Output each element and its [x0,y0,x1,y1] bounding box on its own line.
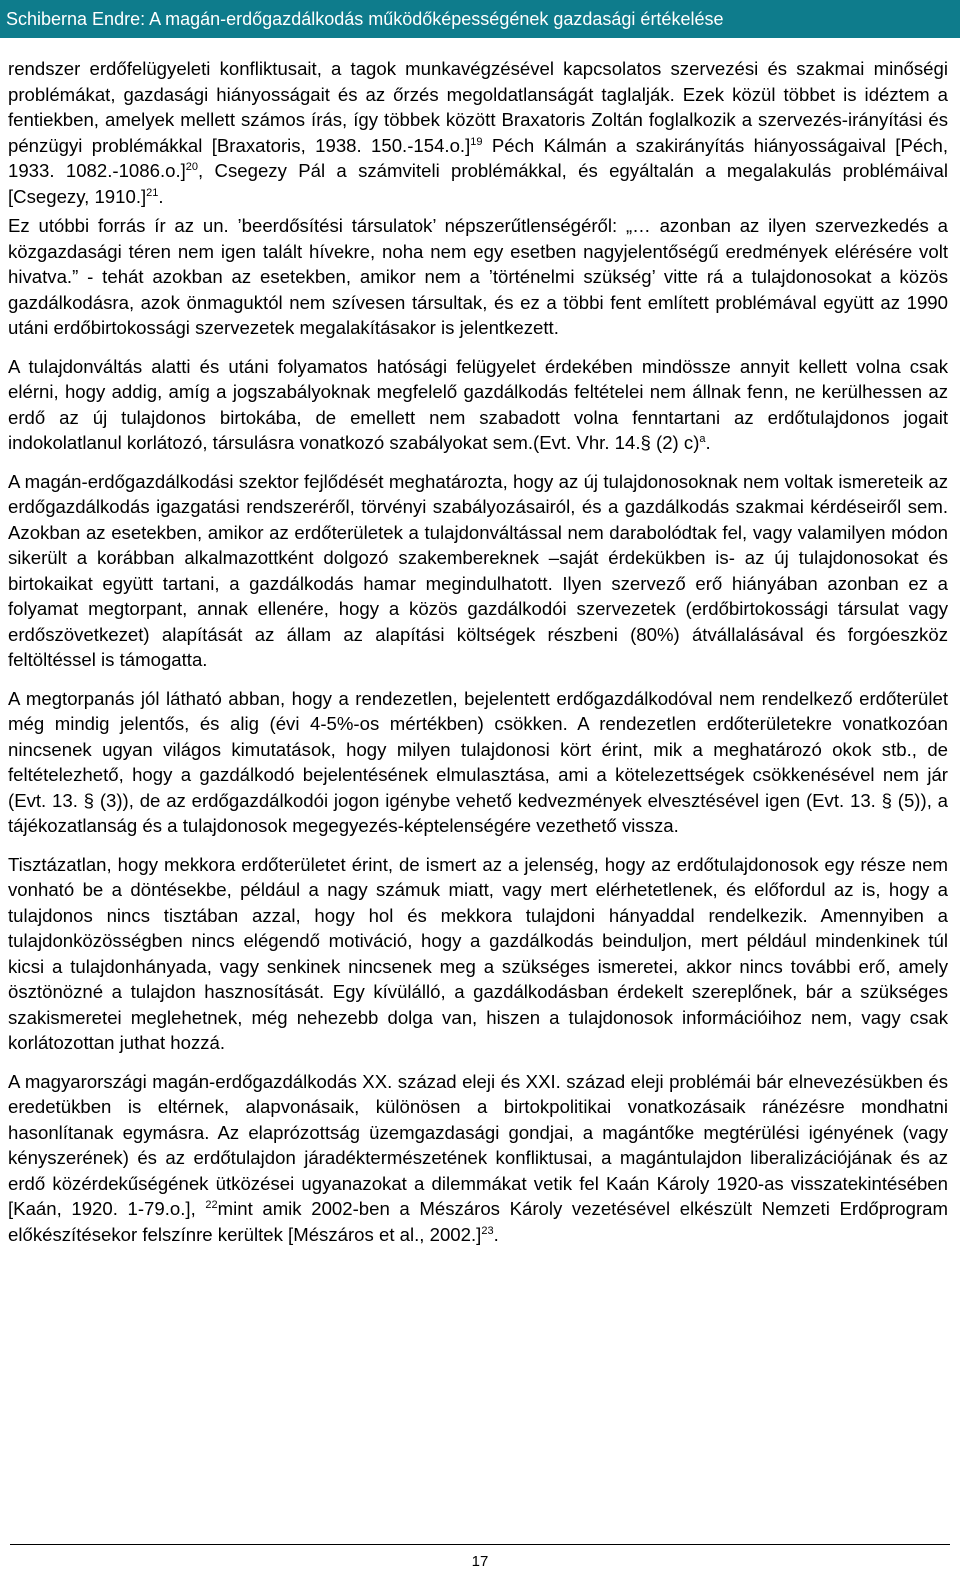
page-number: 17 [471,1553,489,1570]
paragraph-4: A magán-erdőgazdálkodási szektor fejlődését meghatározta, hogy az új tulajdonosoknak nem voltak ismereteik az erdőgazdálkodás igazgatási rendszeréről, törvényi szabályozásairól, és a gazdálkodás szakmai kérdéseiről sem. Azokban az esetekben, amikor az erdőterületek a tulajdonváltással nem darabolódtak fel, vagy valamilyen módon sikerült a korábban alkalmazottként dolgozó szakembereknek –saját érdekükben is- az új tulajdonosokat és birtokaikat együtt tartani, a gazdálkodás hamar megindulhatott. Ilyen szervező erő hiányában azonban ez a folyamat megtorpant, annak ellenére, hogy a közös gazdálkodói szervezetek (erdőbirtokossági társulat vagy erdőszövetkezet) alapítását az állam az alapítási költségek részbeni (80%) átvállalásával és forgóeszköz feltöltéssel is támogatta. [8,470,948,670]
paragraph-5: A megtorpanás jól látható abban, hogy a rendezetlen, bejelentett erdőgazdálkodóval nem rendelkező erdőterület még mindig jelentős, és alig (évi 4-5%-os mértékben) csökken. A rendezetlen erdőterületekre vonatkozóan nincsenek ugyan világos kimutatások, hogy milyen tulajdonosi kört érint, mik a meghatározó okok stb., de feltételezhető, hogy a gazdálkodó bejelentésének elmulasztása, ami a kötelezettségek csökkenésével nem jár (Evt. 13. § (3)), de az erdőgazdálkodói jogon igénybe vehető kedvezmények elvesztésével igen (Evt. 13. § (5)), a tájékozatlanság és a tulajdonosok megegyezés-képtelenségére vezethető vissza. [8,687,948,836]
paragraph-text: mint amik 2002-ben a Mészáros Károly vezetésével elkészült Nemzeti Erdőprogram előkészítésekor felszínre kerültek [Mészáros et al., 2002.] [8,1198,948,1245]
footnote-ref-21[interactable]: 21 [146,186,159,199]
footnote-ref-22[interactable]: 22 [205,1198,218,1211]
paragraph-text: . [493,1223,499,1245]
paragraph-1 [8,56,948,209]
paragraph-text: . [158,185,164,207]
document-header [0,0,960,38]
document-title: Schiberna Endre: A magán-erdőgazdálkodás működőképességének gazdasági értékelése [6,9,724,29]
paragraph-2: Ez utóbbi forrás ír az un. ’beerdősítési társulatok’ népszerűtlenségéről: „… azonban az ilyen szervezkedés a közgazdasági téren nem igen talált hívekre, noha nem egy esetben nagyjelentőségű eredmények elérésére volt hivatva.” - tehát azokban az esetekben, amikor nem a ’történelmi szükség’ vitte rá a tulajdonosokat a közös gazdálkodásra, azok önmaguktól nem szívesen társultak, és ez a többi fent említett problémával együtt az 1990 utáni erdőbirtokossági szervezetek megalakításakor is jelentkezett. [8,215,948,338]
footnote-ref-23[interactable]: 23 [481,1224,494,1237]
paragraph-text: Péch Kálmán a szakirányítás hiányosságaival [Péch, 1933. 1082.-1086.o.] [8,134,948,181]
paragraph-text: A magyarországi magán-erdőgazdálkodás XX. század eleji és XXI. század eleji problémái bár elnevezésükben és eredetükben is eltérnek, alapvonásaik, különösen a birtokpolitikai vonatkozásaik ránézésre mondhatni hasonlítanak egymásra. Az elaprózottság üzemgazdasági gondjai, a magántőke megtérülési igényének (vagy kényszerének) és az erdőtulajdon járadéktermészetének konfliktusai, a magántulajdon liberalizációjának és az erdő közérdekűségének ütközései ugyanazokat a dilemmákat vetik fel Kaán Károly 1920-as visszatekintésében [Kaán, 1920. 1-79.o.], [8,1070,948,1219]
paragraph-text: , Csegezy Pál a számviteli problémákkal, és egyáltalán a megalakulás problémáival [Csegezy, 1910.] [8,160,948,207]
paragraph-6: Tisztázatlan, hogy mekkora erdőterületet érint, de ismert az a jelenség, hogy az erdőtulajdonosok egy része nem vonható be a döntésekbe, például a nagy számuk miatt, vagy mert elérhetetlenek, és előfordul az is, hogy a tulajdonos nincs tisztában azzal, hogy hol és mekkora tulajdoni hányaddal rendelkezik. Amennyiben a tulajdonközösségben nincs elégendő motiváció, hogy a gazdálkodás beinduljon, mert például mindenkinek túl kicsi a tulajdonhányada, vagy senkinek nincsenek meg a szükséges ismeretei, akkor nincs további erő, amely ösztönözné a tulajdon hasznosítását. Egy kívülálló, a gazdálkodásban érdekelt szereplőnek, bár a szükséges szakismeretei meglehetnek, még nehezebb dolga van, hiszen a tulajdonosok információihoz nem, vagy csak korlátozottan juthat hozzá. [8,853,948,1053]
paragraph-3 [8,354,948,456]
document-body [8,56,948,1260]
paragraph-text: . [705,432,711,453]
paragraph-text: A tulajdonváltás alatti és utáni folyamatos hatósági felügyelet érdekében mindössze annyit kellett volna csak elérni, hogy addig, amíg a jogszabályoknak megfelelő gazdálkodás feltételei nem állnak fenn, ne kerülhessen az erdő az új tulajdonos birtokába, de emellett nem szabadott volna fenntartani az erdőtulajdonos jogait indokolatlanul korlátozó, társulásra vonatkozó szabályokat sem.(Evt. Vhr. 14.§ (2) c) [8,355,948,453]
footnote-ref-20[interactable]: 20 [185,160,199,173]
footnote-ref-19[interactable]: 19 [470,135,483,148]
paragraph-7 [8,1069,948,1248]
footer-divider [10,1544,950,1545]
footnote-ref-a[interactable]: a [699,432,706,445]
paragraph-text: rendszer erdőfelügyeleti konfliktusait, a tagok munkavégzésével kapcsolatos szervezési és szakmai minőségi problémákat, gazdasági hiányosságait és az őrzés megoldatlanságát taglalják. Ezek közül többet is idéztem a fentiekben, amelyek mellett számos írás, így többek között Braxatoris Zoltán foglalkozik a szervezés-irányítási és pénzügyi problémákkal [Braxatoris, 1938. 150.-154.o.] [8,58,948,156]
